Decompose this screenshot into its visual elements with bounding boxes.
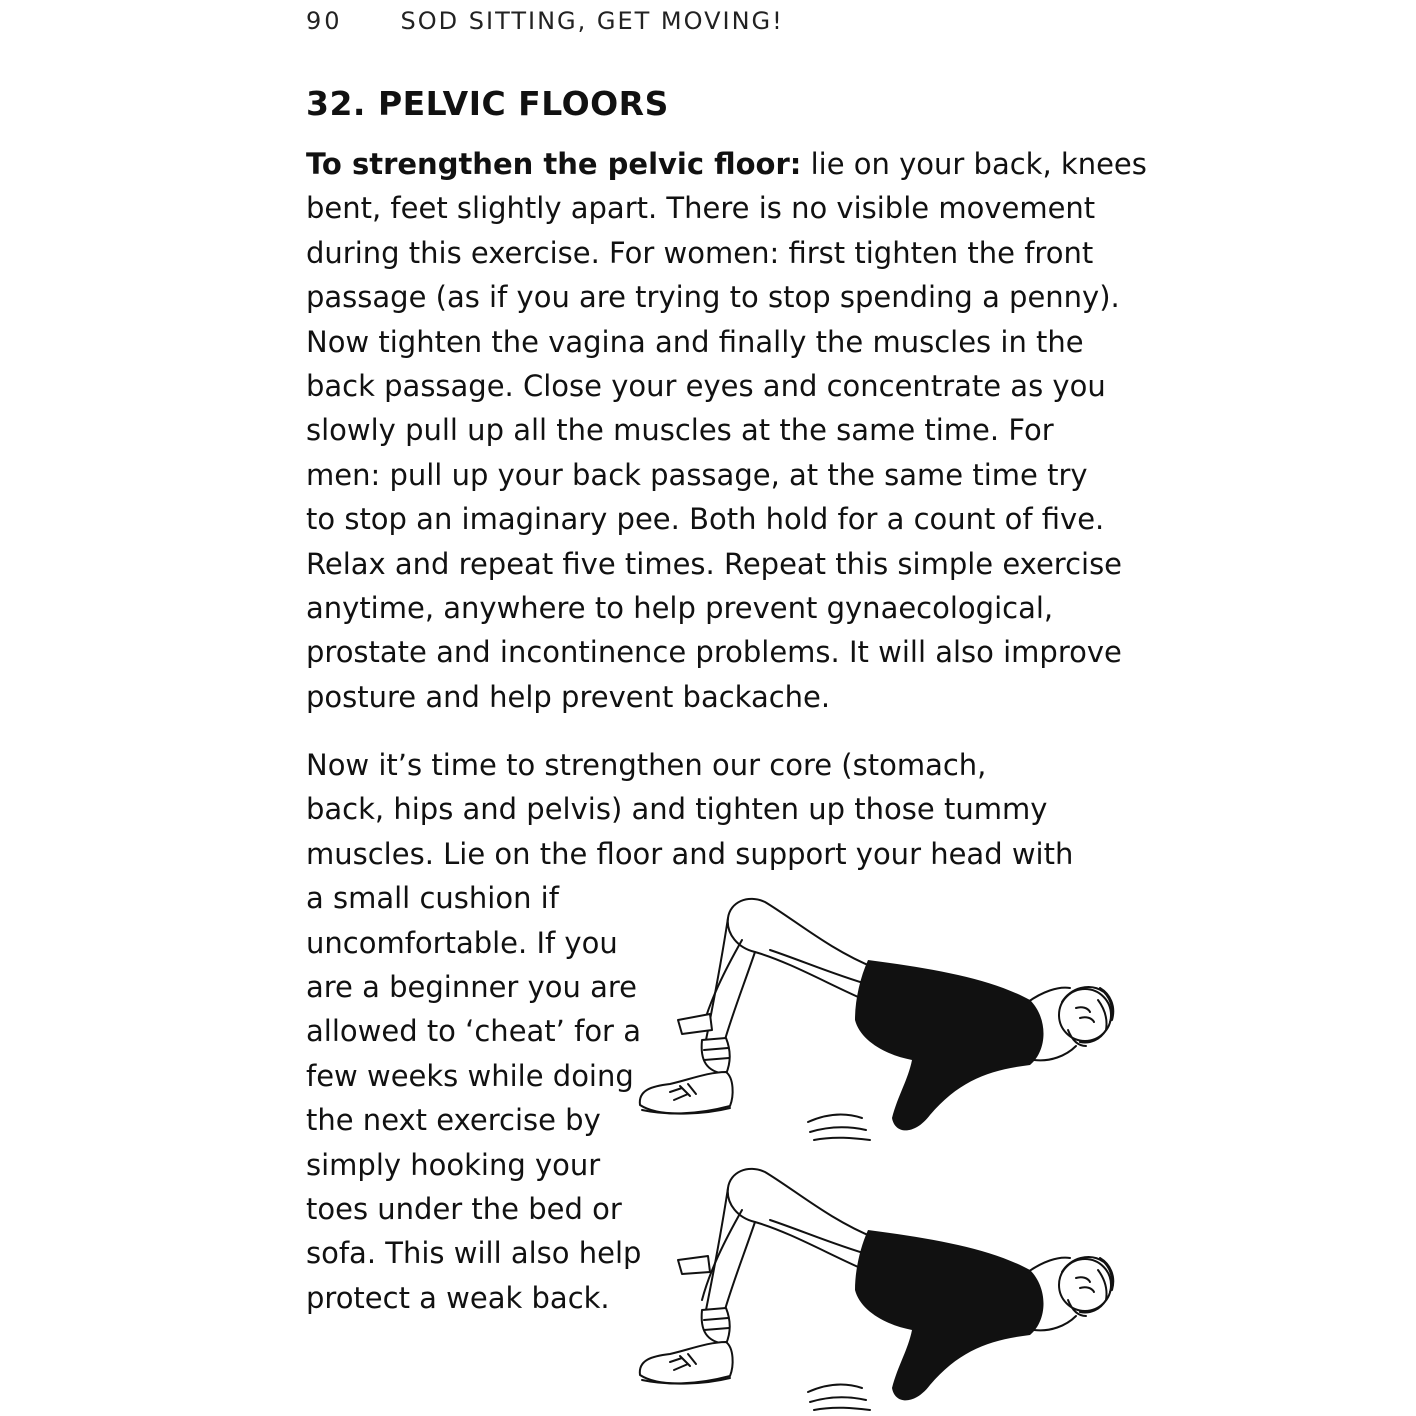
text-line: sofa. This will also help xyxy=(306,1236,642,1271)
text-line: muscles. Lie on the floor and support your head with xyxy=(306,836,1074,871)
exercise-illustration-top xyxy=(630,890,1120,1150)
pelvic-floor-paragraph xyxy=(306,142,1147,719)
section-title: 32. PELVIC FLOORS xyxy=(306,84,669,123)
text-line: bent, feet slightly apart. There is no visible movement xyxy=(306,191,1096,226)
text-line: slowly pull up all the muscles at the same time. For xyxy=(306,413,1054,448)
text-line: posture and help prevent backache. xyxy=(306,679,831,714)
lying-figure-knees-bent xyxy=(630,1160,1120,1415)
text-line: simply hooking your xyxy=(306,1147,601,1182)
exercise-illustration-bottom xyxy=(630,1160,1120,1415)
text-line: during this exercise. For women: first tighten the front xyxy=(306,235,1094,270)
text-line: protect a weak back. xyxy=(306,1280,610,1315)
text-line: anytime, anywhere to help prevent gynaecological, xyxy=(306,590,1054,625)
text-line: to stop an imaginary pee. Both hold for a count of five. xyxy=(306,502,1105,537)
text-line: a small cushion if xyxy=(306,881,559,916)
text-line: toes under the bed or xyxy=(306,1191,622,1226)
text-line: allowed to ‘cheat’ for a xyxy=(306,1014,641,1049)
text-line: Relax and repeat five times. Repeat this simple exercise xyxy=(306,546,1123,581)
text-line: Now tighten the vagina and finally the muscles in the xyxy=(306,324,1084,359)
text-line: the next exercise by xyxy=(306,1103,601,1138)
text-line: uncomfortable. If you xyxy=(306,925,618,960)
running-head xyxy=(306,4,784,38)
text-line: few weeks while doing xyxy=(306,1058,634,1093)
lead-in-bold: To strengthen the pelvic floor: xyxy=(306,147,802,181)
book-title: SOD SITTING, GET MOVING! xyxy=(400,7,784,35)
text-line xyxy=(306,142,1147,186)
lying-figure-knees-bent xyxy=(630,890,1120,1150)
text-line: men: pull up your back passage, at the same time try xyxy=(306,457,1088,492)
text-line: prostate and incontinence problems. It will also improve xyxy=(306,635,1122,670)
page-number: 90 xyxy=(306,7,343,35)
text-line-fragment: lie on your back, knees xyxy=(801,147,1147,181)
text-line: are a beginner you are xyxy=(306,969,637,1004)
text-line: back, hips and pelvis) and tighten up those tummy xyxy=(306,792,1048,827)
text-line: passage (as if you are trying to stop spending a penny). xyxy=(306,280,1120,315)
text-line: Now it’s time to strengthen our core (stomach, xyxy=(306,748,987,782)
text-line: back passage. Close your eyes and concentrate as you xyxy=(306,368,1106,403)
